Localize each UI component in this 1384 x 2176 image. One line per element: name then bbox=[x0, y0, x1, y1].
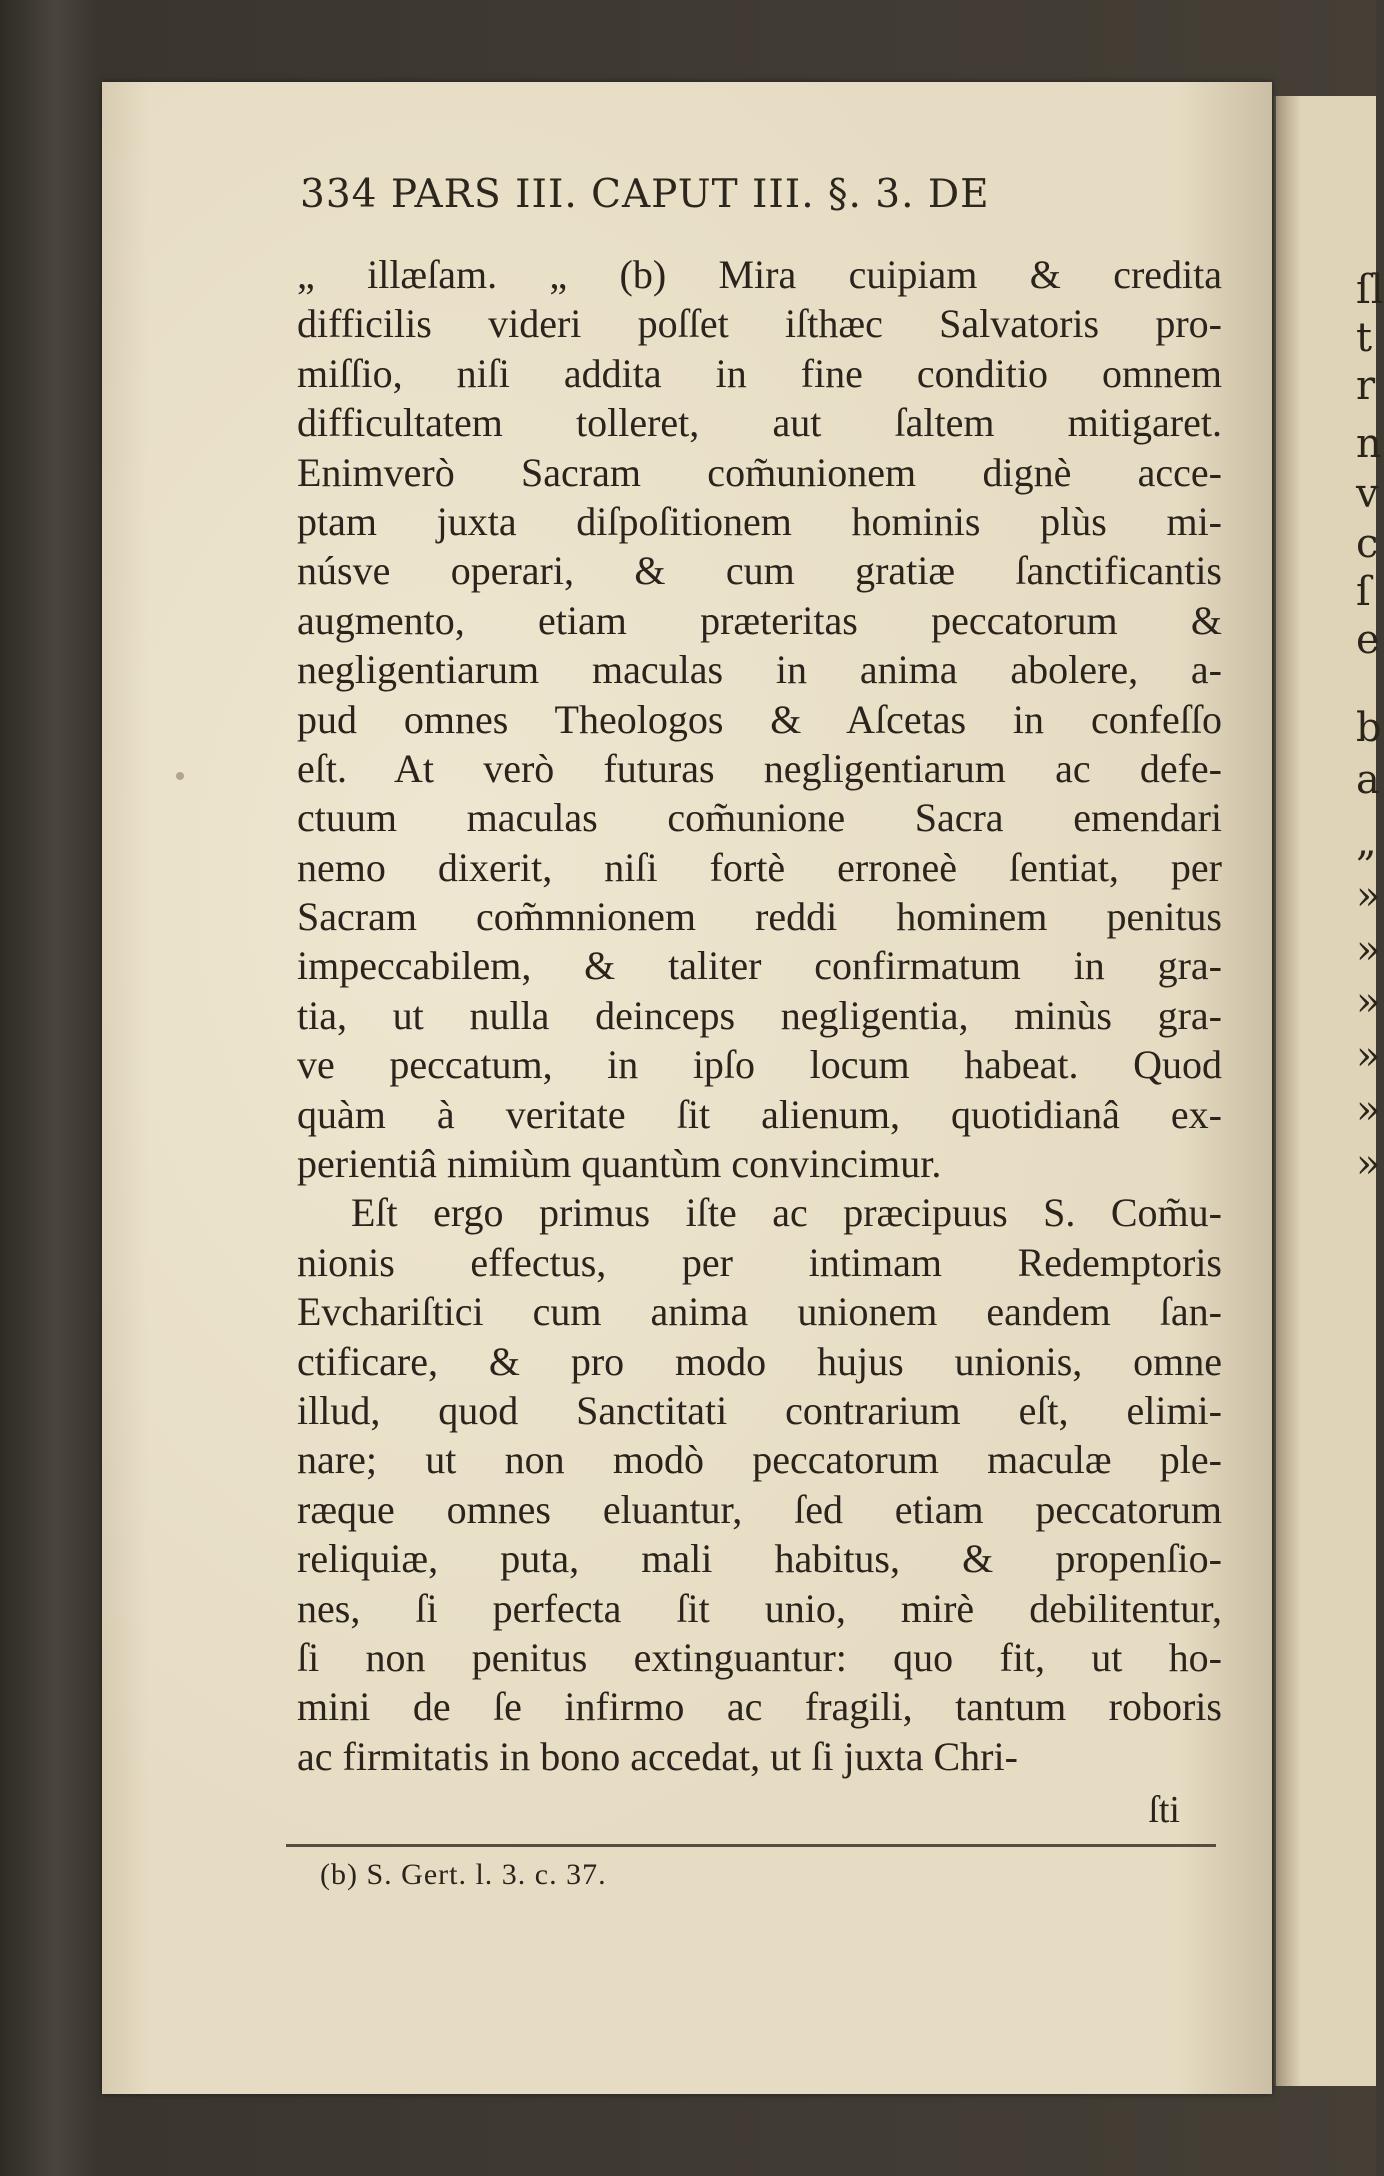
text-line: „ illæſam. „ (b) Mira cuipiam & credita bbox=[297, 252, 1222, 297]
facing-page-letter: „ bbox=[1356, 819, 1377, 865]
facing-page-letter: ſ bbox=[1356, 569, 1371, 615]
facing-page-letter: n bbox=[1356, 421, 1382, 467]
facing-page-letter: c bbox=[1356, 521, 1379, 567]
facing-page-letter: a bbox=[1356, 757, 1380, 803]
text-line: ctificare, & pro modo hujus unionis, omne bbox=[297, 1338, 1222, 1384]
facing-page-letter: » bbox=[1356, 1033, 1381, 1079]
text-line: ræque omnes eluantur, ſed etiam peccatorum bbox=[297, 1486, 1222, 1532]
text-line: augmento, etiam præteritas peccatorum & bbox=[297, 597, 1222, 643]
text-line: Enimverò Sacram com̃unionem dignè acce- bbox=[297, 449, 1222, 495]
catchword: ſti bbox=[1148, 1789, 1180, 1831]
text-line: mini de ſe infirmo ac fragili, tantum roboris bbox=[297, 1684, 1222, 1730]
text-line: ptam juxta diſpoſitionem hominis plùs mi- bbox=[297, 498, 1222, 544]
text-line: Evchariſtici cum anima unionem eandem ſan- bbox=[297, 1289, 1222, 1335]
facing-page-letter: » bbox=[1356, 1087, 1381, 1133]
text-line: miſſio, niſi addita in fine conditio omnem bbox=[297, 350, 1222, 396]
facing-page-letter: » bbox=[1356, 1141, 1381, 1187]
facing-page-letter: v bbox=[1356, 471, 1379, 517]
text-line: tia, ut nulla deinceps negligentia, minùs gra- bbox=[297, 992, 1222, 1038]
text-line: eſt. At verò futuras negligentiarum ac defe- bbox=[297, 745, 1222, 791]
text-line: reliquiæ, puta, mali habitus, & propenſio- bbox=[297, 1536, 1222, 1582]
text-line: illud, quod Sanctitati contrarium eſt, elimi- bbox=[297, 1387, 1222, 1433]
facing-page-letter: b bbox=[1356, 705, 1382, 751]
text-line: nes, ſi perfecta ſit unio, mirè debilitentur, bbox=[297, 1585, 1222, 1631]
footnote: (b) S. Gert. l. 3. c. 37. bbox=[320, 1858, 607, 1891]
text-line: nionis effectus, per intimam Redemptoris bbox=[297, 1239, 1222, 1285]
facing-page-letter: » bbox=[1356, 979, 1381, 1025]
text-line: perientiâ nimiùm quantùm convincimur. bbox=[297, 1141, 942, 1187]
facing-page-letter: e bbox=[1356, 617, 1380, 663]
text-line: negligentiarum maculas in anima abolere, a- bbox=[297, 647, 1222, 693]
body-text bbox=[297, 250, 1222, 1781]
facing-page-letter: » bbox=[1356, 927, 1381, 973]
facing-page-letter: » bbox=[1356, 873, 1381, 919]
text-line: Sacram com̃mnionem reddi hominem penitus bbox=[297, 894, 1222, 940]
text-line: pud omnes Theologos & Aſcetas in confeſſo bbox=[297, 696, 1222, 742]
footnote-rule bbox=[286, 1844, 1216, 1847]
running-header: 334 PARS III. CAPUT III. §. 3. DE bbox=[300, 172, 990, 217]
text-line: nare; ut non modò peccatorum maculæ ple- bbox=[297, 1437, 1222, 1483]
text-line: difficultatem tolleret, aut ſaltem mitigaret. bbox=[297, 400, 1222, 446]
facing-page-letter: ſl bbox=[1356, 267, 1384, 313]
facing-page-letter: t bbox=[1356, 315, 1373, 361]
text-line: impeccabilem, & taliter confirmatum in gra- bbox=[297, 943, 1222, 989]
facing-page-letter: r bbox=[1356, 363, 1376, 409]
text-line: ve peccatum, in ipſo locum habeat. Quod bbox=[297, 1042, 1222, 1088]
text-line: ctuum maculas com̃unione Sacra emendari bbox=[297, 795, 1222, 841]
text-line: Eſt ergo primus iſte ac præcipuus S. Com̃u- bbox=[351, 1190, 1222, 1236]
ink-speck bbox=[176, 772, 184, 780]
text-line: núsve operari, & cum gratiæ ſanctificantis bbox=[297, 548, 1222, 594]
text-line: difficilis videri poſſet iſthæc Salvatoris pro- bbox=[297, 301, 1222, 347]
text-line: quàm à veritate ſit alienum, quotidianâ ex- bbox=[297, 1091, 1222, 1137]
text-line: nemo dixerit, niſi fortè erroneè ſentiat, per bbox=[297, 844, 1222, 890]
text-line: ſi non penitus extinguantur: quo fit, ut ho- bbox=[297, 1634, 1222, 1680]
text-line: ac firmitatis in bono accedat, ut ſi juxta Chri- bbox=[297, 1733, 1018, 1779]
